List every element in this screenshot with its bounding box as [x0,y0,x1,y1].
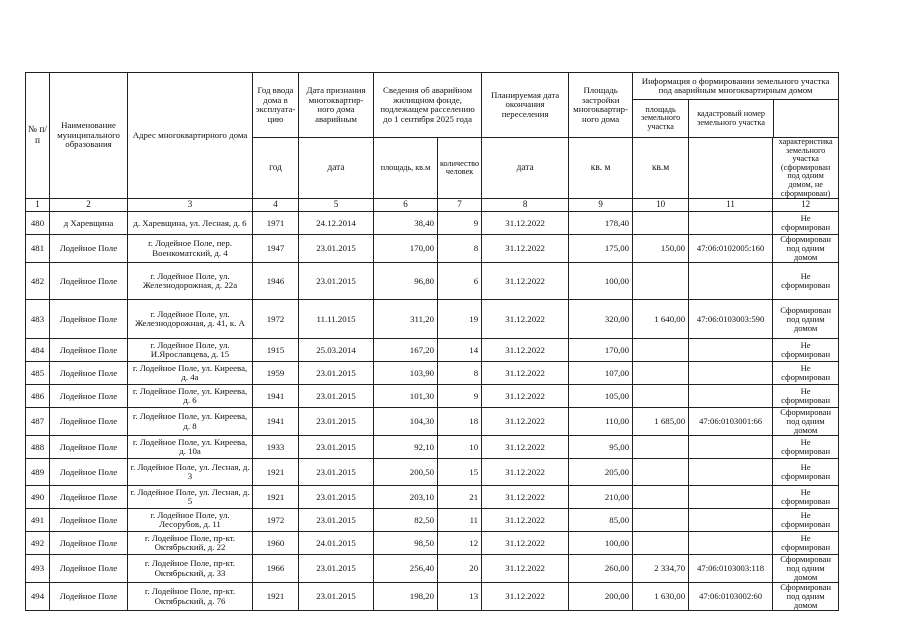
land-status-cell: Сформирован под одним домом [773,235,839,263]
row-number: 487 [26,408,50,436]
land-status-cell: Не сформирован [773,362,839,385]
table-body [26,212,839,611]
municipality-cell: д Харевщина [50,212,128,235]
area-cell: 96,80 [374,263,438,300]
table-row [26,212,839,235]
municipality-cell: Лодейное Поле [50,583,128,611]
recognition-date-cell: 23.01.2015 [299,235,374,263]
table-row [26,509,839,532]
planned-end-cell: 31.12.2022 [482,436,569,459]
recognition-date-cell: 23.01.2015 [299,436,374,459]
address-cell: г. Лодейное Поле, ул. И.Ярославцева, д. 15 [128,339,253,362]
row-number: 481 [26,235,50,263]
column-number: 9 [569,199,633,212]
municipality-cell: Лодейное Поле [50,235,128,263]
land-area-cell [633,263,689,300]
year-cell: 1971 [253,212,299,235]
municipality-cell: Лодейное Поле [50,408,128,436]
planned-end-cell: 31.12.2022 [482,263,569,300]
column-number: 1 [26,199,50,212]
recognition-date-cell: 24.12.2014 [299,212,374,235]
land-area-cell [633,486,689,509]
land-area-cell [633,339,689,362]
table-row [26,339,839,362]
cadastral-cell [689,532,773,555]
planned-end-cell: 31.12.2022 [482,212,569,235]
land-status-cell: Сформирован под одним домом [773,555,839,583]
cadastral-cell [689,263,773,300]
planned-end-cell: 31.12.2022 [482,583,569,611]
land-status-cell: Не сформирован [773,263,839,300]
address-cell: г. Лодейное Поле, ул. Железнодорожная, д. 41, к. А [128,300,253,339]
unit-cadastral-blank [689,138,773,199]
municipality-cell: Лодейное Поле [50,486,128,509]
table-row [26,486,839,509]
table-row [26,532,839,555]
planned-end-cell: 31.12.2022 [482,339,569,362]
area-cell: 103,90 [374,362,438,385]
people-cell: 15 [438,459,482,486]
row-number: 490 [26,486,50,509]
municipality-cell: Лодейное Поле [50,555,128,583]
table-row [26,235,839,263]
header-land-status-top [774,100,838,137]
people-cell: 9 [438,385,482,408]
address-cell: г. Лодейное Поле, ул. Железнодорожная, д. 22а [128,263,253,300]
row-number: 480 [26,212,50,235]
column-number: 6 [374,199,438,212]
recognition-date-cell: 24.01.2015 [299,532,374,555]
people-cell: 21 [438,486,482,509]
header-emergency-info: Сведения об аварийном жилищном фонде, подлежащем расселению до 1 сентября 2025 года [374,73,482,138]
header-land-info: Информация о формировании земельного участка под аварийным многоквартирным домом [633,73,838,100]
land-status-cell: Не сформирован [773,339,839,362]
unit-sqm: кв. м [569,138,633,199]
area-cell: 82,50 [374,509,438,532]
row-number: 493 [26,555,50,583]
table-row [26,300,839,339]
recognition-date-cell: 23.01.2015 [299,583,374,611]
recognition-date-cell: 23.01.2015 [299,509,374,532]
people-cell: 8 [438,235,482,263]
year-cell: 1960 [253,532,299,555]
address-cell: г. Лодейное Поле, пер. Военкоматский, д. 4 [128,235,253,263]
header-built-area: Площадь застройки многоквартир-ного дома [569,73,633,138]
table-row [26,583,839,611]
land-area-cell [633,459,689,486]
table-row [26,263,839,300]
recognition-date-cell: 23.01.2015 [299,408,374,436]
land-area-cell [633,385,689,408]
planned-end-cell: 31.12.2022 [482,509,569,532]
land-area-cell: 150,00 [633,235,689,263]
land-area-cell: 1 630,00 [633,583,689,611]
land-status-cell: Не сформирован [773,532,839,555]
people-cell: 8 [438,362,482,385]
people-cell: 9 [438,212,482,235]
recognition-date-cell: 23.01.2015 [299,385,374,408]
table-row [26,385,839,408]
built-area-cell: 85,00 [569,509,633,532]
area-cell: 198,20 [374,583,438,611]
area-cell: 167,20 [374,339,438,362]
built-area-cell: 205,00 [569,459,633,486]
year-cell: 1972 [253,300,299,339]
land-status-cell: Сформирован под одним домом [773,300,839,339]
area-cell: 101,30 [374,385,438,408]
cadastral-cell [689,339,773,362]
column-number: 11 [689,199,773,212]
area-cell: 311,20 [374,300,438,339]
header-land-subcols [633,100,838,137]
area-cell: 104,30 [374,408,438,436]
header-year-built: Год ввода дома в эксплуата-цию [253,73,299,138]
land-area-cell: 2 334,70 [633,555,689,583]
area-cell: 203,10 [374,486,438,509]
column-number: 2 [50,199,128,212]
cadastral-cell: 47:06:0103003:590 [689,300,773,339]
year-cell: 1941 [253,408,299,436]
address-cell: г. Лодейное Поле, ул. Киреева, д. 10а [128,436,253,459]
planned-end-cell: 31.12.2022 [482,459,569,486]
recognition-date-cell: 25.03.2014 [299,339,374,362]
row-number: 492 [26,532,50,555]
people-cell: 13 [438,583,482,611]
emergency-housing-table [25,72,839,611]
land-area-cell [633,436,689,459]
header-recognition-date: Дата признания многоквартир-ного дома аварийным [299,73,374,138]
table-header [26,73,839,212]
built-area-cell: 105,00 [569,385,633,408]
row-number: 491 [26,509,50,532]
cadastral-cell [689,459,773,486]
table-row [26,362,839,385]
built-area-cell: 110,00 [569,408,633,436]
year-cell: 1933 [253,436,299,459]
land-area-cell: 1 685,00 [633,408,689,436]
row-number: 488 [26,436,50,459]
municipality-cell: Лодейное Поле [50,459,128,486]
people-cell: 20 [438,555,482,583]
people-cell: 10 [438,436,482,459]
built-area-cell: 95,00 [569,436,633,459]
land-area-cell [633,212,689,235]
recognition-date-cell: 23.01.2015 [299,362,374,385]
unit-date2: дата [482,138,569,199]
cadastral-cell: 47:06:0103001:66 [689,408,773,436]
year-cell: 1921 [253,459,299,486]
address-cell: г. Лодейное Поле, ул. Лесная, д. 3 [128,459,253,486]
table-row [26,555,839,583]
built-area-cell: 178,40 [569,212,633,235]
municipality-cell: Лодейное Поле [50,385,128,408]
header-address: Адрес многоквартирного дома [128,73,253,199]
row-number: 489 [26,459,50,486]
address-cell: г. Лодейное Поле, ул. Киреева, д. 6 [128,385,253,408]
municipality-cell: Лодейное Поле [50,436,128,459]
header-land-area: площадь земельного участка [633,100,689,137]
planned-end-cell: 31.12.2022 [482,300,569,339]
people-cell: 14 [438,339,482,362]
built-area-cell: 320,00 [569,300,633,339]
built-area-cell: 107,00 [569,362,633,385]
header-land-status: характеристика земельного участка (сформирован под одним домом, не сформирован) [773,138,839,199]
year-cell: 1921 [253,486,299,509]
built-area-cell: 100,00 [569,263,633,300]
cadastral-cell [689,362,773,385]
land-status-cell: Не сформирован [773,385,839,408]
built-area-cell: 200,00 [569,583,633,611]
area-cell: 170,00 [374,235,438,263]
address-cell: д. Харевщина, ул. Лесная, д. 6 [128,212,253,235]
land-status-cell: Не сформирован [773,212,839,235]
table-row [26,408,839,436]
unit-year: год [253,138,299,199]
address-cell: г. Лодейное Поле, пр-кт. Октябрьский, д. 22 [128,532,253,555]
row-number: 484 [26,339,50,362]
land-status-cell: Сформирован под одним домом [773,583,839,611]
area-cell: 200,50 [374,459,438,486]
column-number: 12 [773,199,839,212]
recognition-date-cell: 11.11.2015 [299,300,374,339]
built-area-cell: 260,00 [569,555,633,583]
cadastral-cell: 47:06:0103003:118 [689,555,773,583]
year-cell: 1921 [253,583,299,611]
header-municipality: Наименование муниципального образования [50,73,128,199]
unit-area: площадь, кв.м [374,138,438,199]
cadastral-cell [689,436,773,459]
year-cell: 1966 [253,555,299,583]
municipality-cell: Лодейное Поле [50,509,128,532]
area-cell: 98,50 [374,532,438,555]
row-number: 486 [26,385,50,408]
address-cell: г. Лодейное Поле, ул. Киреева, д. 8 [128,408,253,436]
table-row [26,459,839,486]
address-cell: г. Лодейное Поле, пр-кт. Октябрьский, д. 33 [128,555,253,583]
cadastral-cell [689,212,773,235]
table-row [26,436,839,459]
column-number: 8 [482,199,569,212]
year-cell: 1915 [253,339,299,362]
header-num: № п/п [26,73,50,199]
unit-date: дата [299,138,374,199]
planned-end-cell: 31.12.2022 [482,362,569,385]
column-number: 4 [253,199,299,212]
cadastral-cell: 47:06:0102005:160 [689,235,773,263]
row-number: 485 [26,362,50,385]
row-number: 482 [26,263,50,300]
column-numbers-row [26,199,839,212]
header-cadastral: кадастровый номер земельного участка [689,100,774,137]
column-number: 7 [438,199,482,212]
land-area-cell [633,362,689,385]
land-status-cell: Не сформирован [773,486,839,509]
row-number: 494 [26,583,50,611]
address-cell: г. Лодейное Поле, ул. Лесорубов, д. 11 [128,509,253,532]
recognition-date-cell: 23.01.2015 [299,459,374,486]
year-cell: 1972 [253,509,299,532]
header-land-info-group [633,73,839,138]
planned-end-cell: 31.12.2022 [482,555,569,583]
planned-end-cell: 31.12.2022 [482,235,569,263]
built-area-cell: 170,00 [569,339,633,362]
built-area-cell: 210,00 [569,486,633,509]
column-number: 10 [633,199,689,212]
address-cell: г. Лодейное Поле, ул. Киреева, д. 4а [128,362,253,385]
area-cell: 38,40 [374,212,438,235]
municipality-cell: Лодейное Поле [50,339,128,362]
unit-sqm2: кв.м [633,138,689,199]
planned-end-cell: 31.12.2022 [482,385,569,408]
recognition-date-cell: 23.01.2015 [299,486,374,509]
column-number: 3 [128,199,253,212]
land-status-cell: Не сформирован [773,509,839,532]
cadastral-cell [689,385,773,408]
column-number: 5 [299,199,374,212]
header-planned-end: Планируемая дата окончания переселения [482,73,569,138]
unit-people: количество человек [438,138,482,199]
row-number: 483 [26,300,50,339]
address-cell: г. Лодейное Поле, ул. Лесная, д. 5 [128,486,253,509]
cadastral-cell [689,509,773,532]
land-status-cell: Не сформирован [773,436,839,459]
area-cell: 256,40 [374,555,438,583]
municipality-cell: Лодейное Поле [50,362,128,385]
cadastral-cell: 47:06:0103002:60 [689,583,773,611]
recognition-date-cell: 23.01.2015 [299,555,374,583]
people-cell: 18 [438,408,482,436]
land-area-cell [633,509,689,532]
people-cell: 19 [438,300,482,339]
land-area-cell [633,532,689,555]
recognition-date-cell: 23.01.2015 [299,263,374,300]
year-cell: 1946 [253,263,299,300]
people-cell: 11 [438,509,482,532]
year-cell: 1941 [253,385,299,408]
municipality-cell: Лодейное Поле [50,263,128,300]
municipality-cell: Лодейное Поле [50,300,128,339]
built-area-cell: 100,00 [569,532,633,555]
people-cell: 6 [438,263,482,300]
land-status-cell: Не сформирован [773,459,839,486]
planned-end-cell: 31.12.2022 [482,486,569,509]
planned-end-cell: 31.12.2022 [482,532,569,555]
land-area-cell: 1 640,00 [633,300,689,339]
year-cell: 1959 [253,362,299,385]
built-area-cell: 175,00 [569,235,633,263]
address-cell: г. Лодейное Поле, пр-кт. Октябрьский, д. 76 [128,583,253,611]
area-cell: 92,10 [374,436,438,459]
year-cell: 1947 [253,235,299,263]
land-status-cell: Сформирован под одним домом [773,408,839,436]
people-cell: 12 [438,532,482,555]
municipality-cell: Лодейное Поле [50,532,128,555]
planned-end-cell: 31.12.2022 [482,408,569,436]
cadastral-cell [689,486,773,509]
